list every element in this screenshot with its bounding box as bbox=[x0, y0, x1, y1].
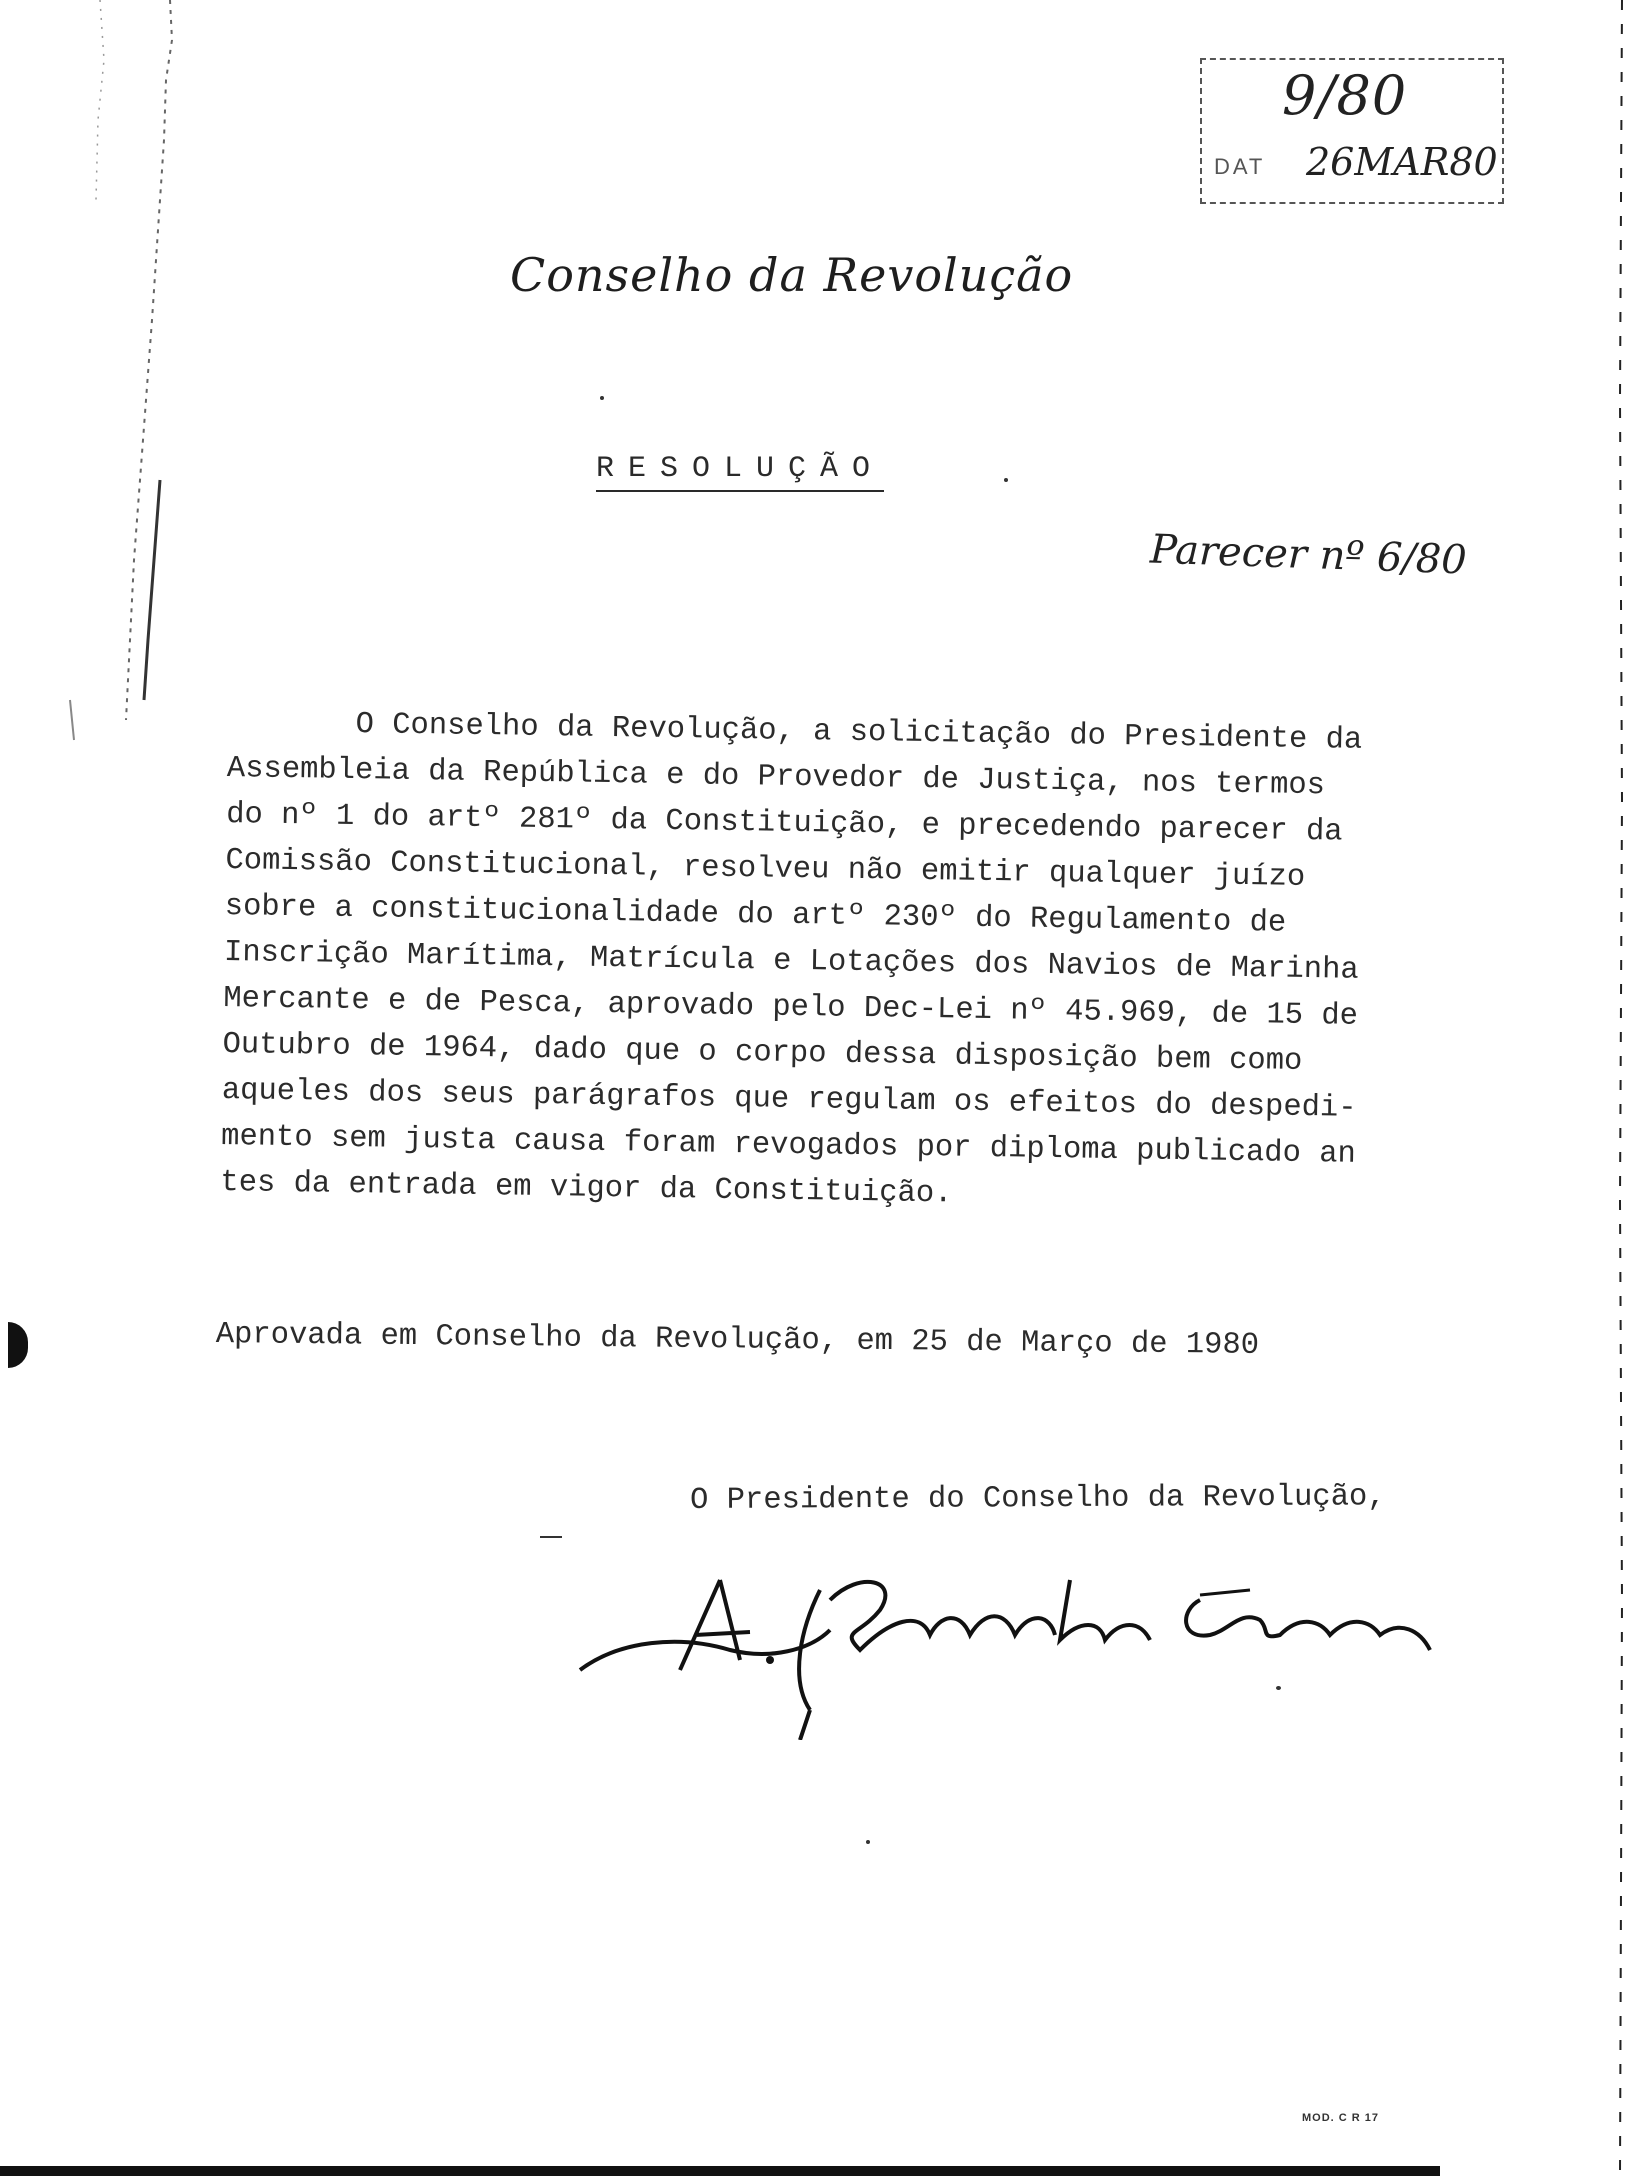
letterhead: Conselho da Revolução bbox=[510, 248, 1074, 302]
punch-hole-mark bbox=[8, 1322, 28, 1368]
body-line: sobre a constitucionalidade do artº 230º do Regulamento de bbox=[224, 889, 1287, 941]
handwritten-signature bbox=[560, 1540, 1520, 1740]
body-line: aqueles dos seus parágrafos que regulam os efeitos do despedi- bbox=[221, 1073, 1357, 1126]
scan-bottom-edge bbox=[0, 2160, 1632, 2176]
body-line: do nº 1 do artº 281º da Constituição, e precedendo parecer da bbox=[225, 797, 1343, 850]
scan-speck bbox=[1276, 1686, 1281, 1690]
scan-speck bbox=[1004, 478, 1008, 482]
scan-speck bbox=[866, 1840, 870, 1844]
stamp-date-label: DAT bbox=[1214, 154, 1266, 179]
body-line: Outubro de 1964, dado que o corpo dessa disposição bem como bbox=[222, 1027, 1303, 1079]
form-code: MOD. C R 17 bbox=[1302, 2112, 1380, 2124]
stamp-number: 9/80 bbox=[1282, 64, 1408, 127]
body-line: mento sem justa causa foram revogados por diploma publicado an bbox=[220, 1119, 1357, 1172]
document-title: RESOLUÇÃO bbox=[596, 452, 884, 492]
body-line: tes da entrada em vigor da Constituição. bbox=[220, 1165, 953, 1212]
body-line: Assembleia da República e do Provedor de Justiça, nos termos bbox=[226, 751, 1326, 804]
body-line: Mercante e de Pesca, aprovado pelo Dec-Lei nº 45.969, de 15 de bbox=[223, 981, 1359, 1034]
resolution-body bbox=[220, 700, 1458, 1225]
body-line: Comissão Constitucional, resolveu não emitir qualquer juízo bbox=[225, 843, 1306, 895]
stamp-date: 26MAR80 bbox=[1306, 140, 1498, 184]
scan-speck bbox=[600, 396, 604, 400]
scan-edge-noise bbox=[60, 0, 210, 760]
approval-statement: Aprovada em Conselho da Revolução, em 25 de Março de 1980 bbox=[215, 1318, 1260, 1363]
signer-title: O Presidente do Conselho da Revolução, bbox=[690, 1480, 1386, 1518]
handwritten-reference: Parecer nº 6/80 bbox=[1149, 526, 1468, 584]
scan-right-edge bbox=[1608, 0, 1632, 2176]
body-line: O Conselho da Revolução, a solicitação do Presidente da bbox=[355, 708, 1363, 758]
body-line: Inscrição Marítima, Matrícula e Lotações dos Navios de Marinha bbox=[223, 935, 1359, 988]
registration-stamp bbox=[1200, 58, 1504, 204]
scan-speck bbox=[540, 1536, 562, 1538]
